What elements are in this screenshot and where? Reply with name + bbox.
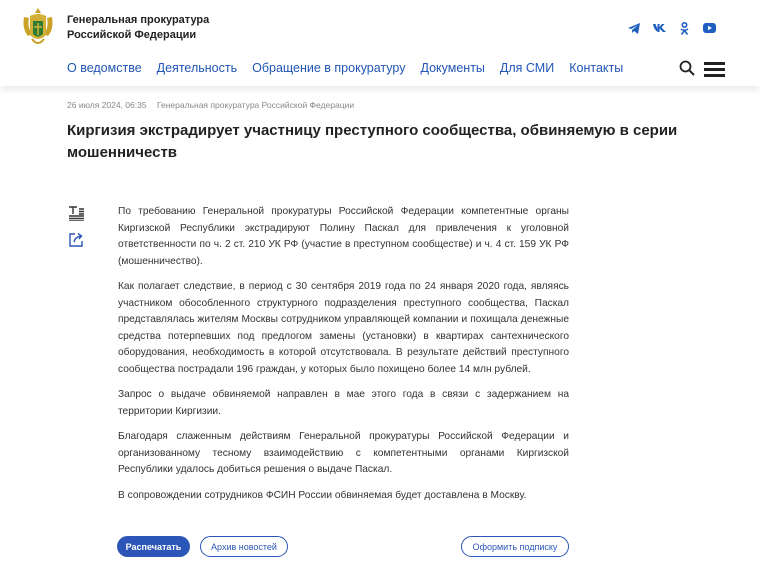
vk-icon[interactable] [652,21,666,35]
menu-icon[interactable] [704,62,725,76]
social-links [627,21,716,35]
article-date: 26 июля 2024, 06:35 [67,100,147,110]
youtube-icon[interactable] [702,21,716,35]
telegram-icon[interactable] [627,21,641,35]
article-paragraph: Благодаря слаженным действиям Генеральной прокуратуры Российской Федерации и организованному тесному взаимодействию с компетентными органами Киргизской Республики удалось добиться решения о выдаче Паскал. [118,431,569,475]
article-paragraph: По требованию Генеральной прокуратуры Российской Федерации компетентные органы Киргизской Республики экстрадируют Полину Паскал для привлечения к уголовной ответственности по ч. 2 ст. 210 УК РФ (участие в преступном сообществе) и ч. 4 ст. 159 УК РФ (мошенничество). [118,206,569,267]
header [0,0,760,58]
article-title: Киргизия экстрадирует участницу преступного сообщества, обвиняемую в серии мошенничеств [67,122,678,161]
org-name[interactable] [67,13,209,43]
odnoklassniki-icon[interactable] [677,21,691,35]
print-button[interactable]: Распечатать [117,536,190,557]
main-nav [0,58,760,86]
nav-item-activity[interactable]: Деятельность [156,61,238,75]
share-icon[interactable] [69,232,84,247]
article-body [118,204,569,513]
org-name-line1: Генеральная прокуратура [67,14,210,26]
article-paragraph: Запрос о выдаче обвиняемой направлен в мае этого года в связи с задержанием на территории Киргизии. [118,389,569,417]
article-tools [69,206,84,258]
org-name-line2: Российской Федерации [67,29,197,41]
nav-item-media[interactable]: Для СМИ [499,61,555,75]
nav-item-contacts[interactable]: Контакты [569,61,624,75]
news-archive-button[interactable]: Архив новостей [200,536,288,557]
search-icon[interactable] [679,60,695,76]
article-paragraph: В сопровождении сотрудников ФСИН России обвиняемая будет доставлена в Москву. [118,489,527,501]
emblem-logo-icon[interactable] [18,5,58,50]
nav-item-appeal[interactable]: Обращение в прокуратуру [252,61,406,75]
nav-item-documents[interactable]: Документы [420,61,485,75]
article-paragraph: Как полагает следствие, в период с 30 сентября 2019 года по 24 января 2020 года, являясь участником обособленного структурного подразделения преступного сообщества, Паскал представлялась жителям Москвы сотрудником управляющей компании и похищала денежные средства потерпевших под предлогом замены (установки) в квартирах сантехнического оборудования, необходимость в которой отсутствовала. В результате действий преступного сообщества пострадали 196 граждан, у которых было похищено более 14 млн рублей. [118,281,569,375]
article-meta [67,100,354,110]
article-source: Генеральная прокуратура Российской Федерации [156,100,355,110]
text-size-icon[interactable] [69,206,84,221]
nav-item-about[interactable]: О ведомстве [67,61,142,75]
subscribe-button[interactable]: Оформить подписку [461,536,569,557]
